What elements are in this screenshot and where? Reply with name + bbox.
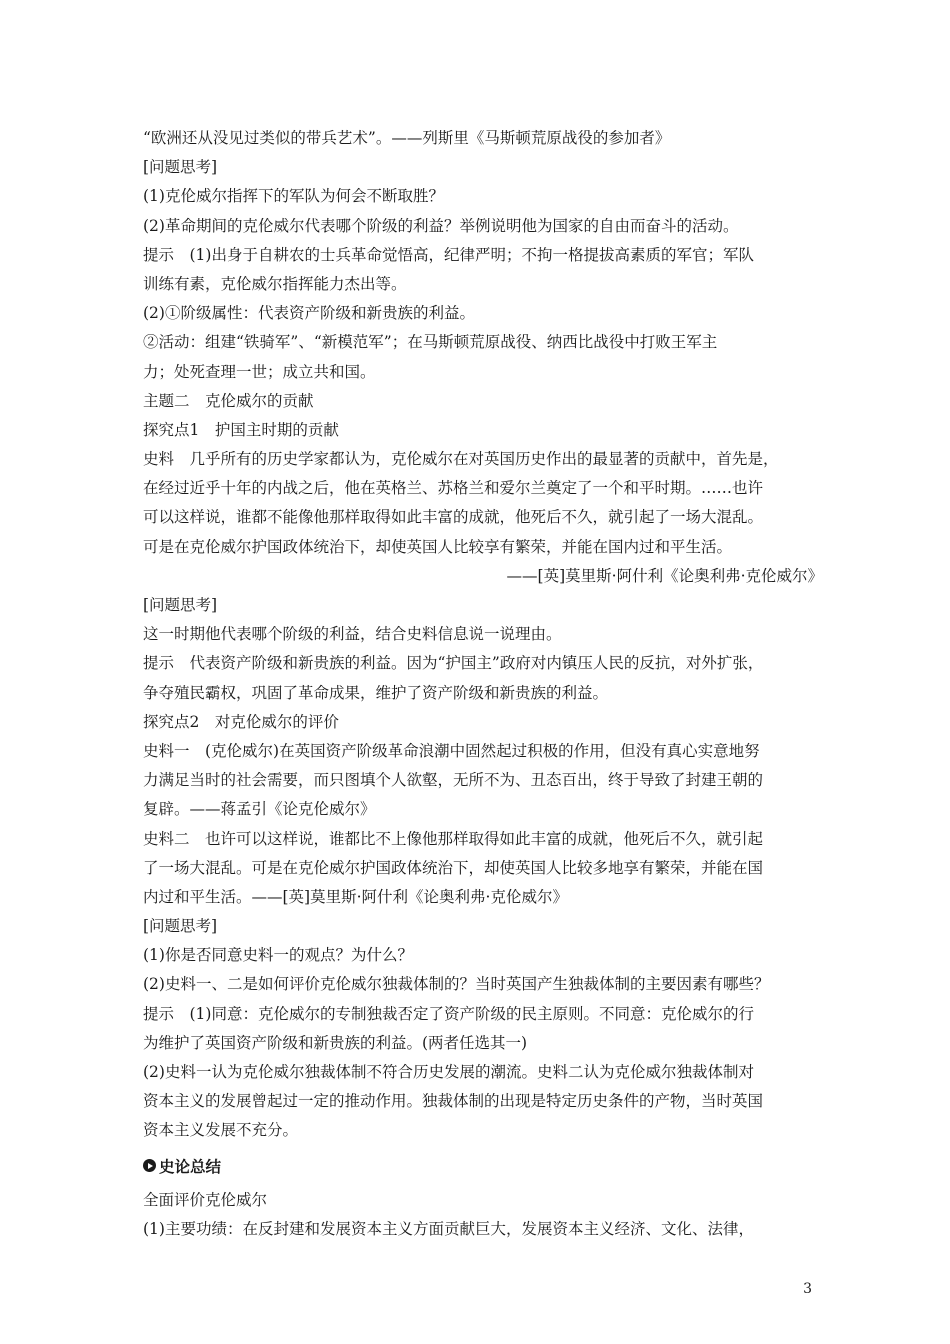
text-line: 提示 代表资产阶级和新贵族的利益。因为“护国主”政府对内镇压人民的反抗，对外扩张， bbox=[143, 654, 764, 673]
text-line: 探究点1 护国主时期的贡献 bbox=[143, 420, 339, 439]
text-line: (1)你是否同意史料一的观点？为什么？ bbox=[143, 946, 413, 965]
text-line: 主题二 克伦威尔的贡献 bbox=[143, 391, 314, 410]
text-line: (2)革命期间的克伦威尔代表哪个阶级的利益？举例说明他为国家的自由而奋斗的活动。 bbox=[143, 216, 739, 235]
text-line: [问题思考] bbox=[143, 917, 218, 936]
text-line: 史料二 也许可以这样说，谁都比不上像他那样取得如此丰富的成就，他死后不久，就引起 bbox=[143, 829, 764, 848]
text-block-summary bbox=[143, 1186, 823, 1244]
page-number: 3 bbox=[803, 1281, 812, 1297]
text-line: 内过和平生活。——[英]莫里斯·阿什利《论奥利弗·克伦威尔》 bbox=[143, 887, 568, 906]
text-line: 力；处死查理一世；成立共和国。 bbox=[143, 362, 376, 381]
text-line: “欧洲还从没见过类似的带兵艺术”。——列斯里《马斯顿荒原战役的参加者》 bbox=[143, 129, 671, 147]
text-line: 史料一 (克伦威尔)在英国资产阶级革命浪潮中固然起过积极的作用，但没有真心实意地努 bbox=[143, 741, 760, 760]
text-line: 训练有素，克伦威尔指挥能力杰出等。 bbox=[143, 274, 407, 293]
text-block-theme-one bbox=[143, 124, 823, 562]
text-line: 争夺殖民霸权，巩固了革命成果，维护了资产阶级和新贵族的利益。 bbox=[143, 683, 609, 702]
text-line: 提示 (1)同意：克伦威尔的专制独裁否定了资产阶级的民主原则。不同意：克伦威尔的行 bbox=[143, 1004, 754, 1023]
summary-heading bbox=[143, 1150, 823, 1182]
text-line: 全面评价克伦威尔 bbox=[143, 1190, 268, 1209]
text-line: (1)克伦威尔指挥下的军队为何会不断取胜？ bbox=[143, 187, 444, 206]
text-line: 在经过近乎十年的内战之后，他在英格兰、苏格兰和爱尔兰奠定了一个和平时期。……也许 bbox=[143, 479, 764, 498]
text-line: ②活动：组建“铁骑军”、“新模范军”；在马斯顿荒原战役、纳西比战役中打败王军主 bbox=[143, 333, 718, 352]
page-content bbox=[143, 124, 823, 1244]
text-line: 可以这样说，谁都不能像他那样取得如此丰富的成就，他死后不久，就引起了一场大混乱。 bbox=[143, 508, 764, 527]
text-line: 资本主义发展不充分。 bbox=[143, 1121, 299, 1140]
text-line: (2)①阶级属性：代表资产阶级和新贵族的利益。 bbox=[143, 304, 475, 323]
summary-heading-label: 史论总结 bbox=[159, 1157, 222, 1176]
text-line: 史料 几乎所有的历史学家都认为，克伦威尔在对英国历史作出的最显著的贡献中，首先是， bbox=[143, 450, 779, 469]
text-line: 复辟。——蒋孟引《论克伦威尔》 bbox=[143, 800, 376, 819]
text-line: 资本主义的发展曾起过一定的推动作用。独裁体制的出现是特定历史条件的产物，当时英国 bbox=[143, 1092, 764, 1111]
text-block-evaluation bbox=[143, 591, 823, 1146]
text-line: [问题思考] bbox=[143, 596, 218, 614]
source-attribution: ——[英]莫里斯·阿什利《论奥利弗·克伦威尔》 bbox=[506, 566, 823, 585]
text-line: 可是在克伦威尔护国政体统治下，却使英国人比较享有繁荣，并能在国内过和平生活。 bbox=[143, 537, 733, 556]
text-line: (2)史料一、二是如何评价克伦威尔独裁体制的？当时英国产生独裁体制的主要因素有哪些？ bbox=[143, 975, 770, 994]
text-line: 了一场大混乱。可是在克伦威尔护国政体统治下，却使英国人比较多地享有繁荣，并能在国 bbox=[143, 858, 764, 877]
text-line: 这一时期他代表哪个阶级的利益，结合史料信息说一说理由。 bbox=[143, 625, 562, 644]
text-line: 探究点2 对克伦威尔的评价 bbox=[143, 712, 339, 731]
text-line: 力满足当时的社会需要，而只图填个人欲壑，无所不为、丑态百出，终于导致了封建王朝的 bbox=[143, 771, 764, 790]
text-line: 为维护了英国资产阶级和新贵族的利益。(两者任选其一) bbox=[143, 1033, 528, 1052]
text-line: (1)主要功绩：在反封建和发展资本主义方面贡献巨大，发展资本主义经济、文化、法律， bbox=[143, 1219, 754, 1238]
text-line: (2)史料一认为克伦威尔独裁体制不符合历史发展的潮流。史料二认为克伦威尔独裁体制对 bbox=[143, 1063, 754, 1081]
text-line: 提示 (1)出身于自耕农的士兵革命觉悟高，纪律严明；不拘一格提拔高素质的军官；军队 bbox=[143, 245, 754, 264]
text-line: [问题思考] bbox=[143, 158, 218, 177]
play-circle-icon bbox=[143, 1159, 156, 1172]
